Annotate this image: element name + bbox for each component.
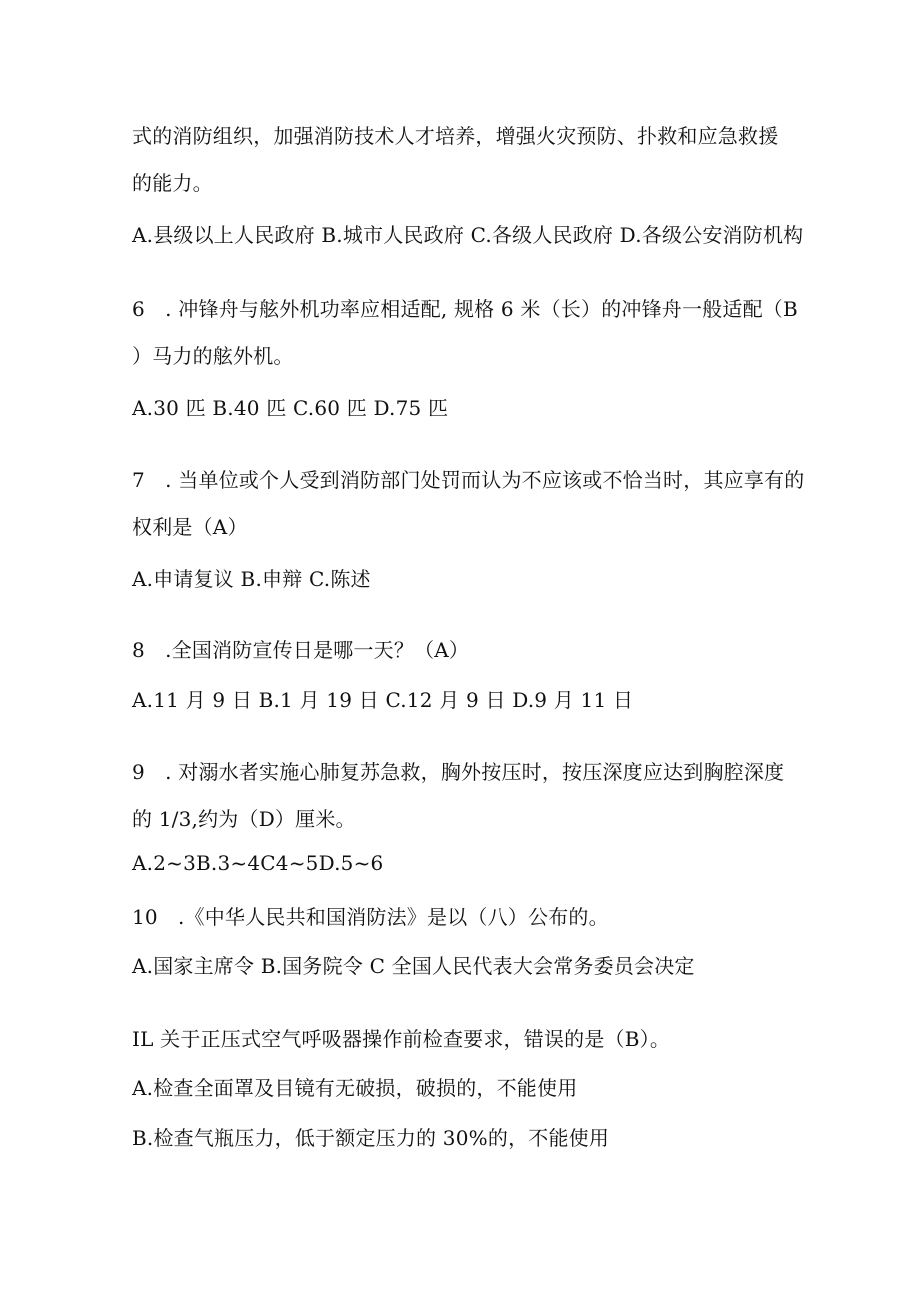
question-line: 10 .《中华人民共和国消防法》是以（八）公布的。 bbox=[132, 905, 609, 929]
option-line: A.申请复议 B.申辩 C.陈述 bbox=[132, 567, 371, 591]
option-line: A.检查全面罩及目镜有无破损，破损的，不能使用 bbox=[132, 1076, 578, 1100]
text-line: 式的消防组织，加强消防技术人才培养，增强火灾预防、扑救和应急救援 bbox=[132, 124, 779, 148]
question-line: IL 关于正压式空气呼吸器操作前检查要求，错误的是（B）。 bbox=[132, 1027, 671, 1051]
text-line: 的能力。 bbox=[132, 171, 213, 195]
option-line: A.11 月 9 日 B.1 月 19 日 C.12 月 9 日 D.9 月 11 日 bbox=[132, 688, 634, 712]
option-line: A.2~3B.3~4C4~5D.5~6 bbox=[132, 851, 384, 875]
question-line: 7 . 当单位或个人受到消防部门处罚而认为不应该或不恰当时，其应享有的 bbox=[132, 468, 805, 492]
text-line: ）马力的舷外机。 bbox=[132, 344, 294, 368]
question-line: 6 . 冲锋舟与舷外机功率应相适配, 规格 6 米（长）的冲锋舟一般适配（B bbox=[132, 297, 798, 321]
text-line: 的 1/3,约为（D）厘米。 bbox=[132, 807, 356, 831]
question-line: 9 . 对溺水者实施心肺复苏急救，胸外按压时，按压深度应达到胸腔深度 bbox=[132, 760, 785, 784]
option-line: A.30 匹 B.40 匹 C.60 匹 D.75 匹 bbox=[132, 396, 449, 420]
question-line: 8 .全国消防宣传日是哪一天？（A） bbox=[132, 638, 470, 662]
option-line: B.检查气瓶压力，低于额定压力的 30%的，不能使用 bbox=[132, 1126, 610, 1150]
text-line: 权利是（A） bbox=[132, 515, 248, 539]
option-line: A.县级以上人民政府 B.城市人民政府 C.各级人民政府 D.各级公安消防机构 bbox=[132, 223, 804, 247]
option-line: A.国家主席令 B.国务院令 C 全国人民代表大会常务委员会决定 bbox=[132, 954, 695, 978]
